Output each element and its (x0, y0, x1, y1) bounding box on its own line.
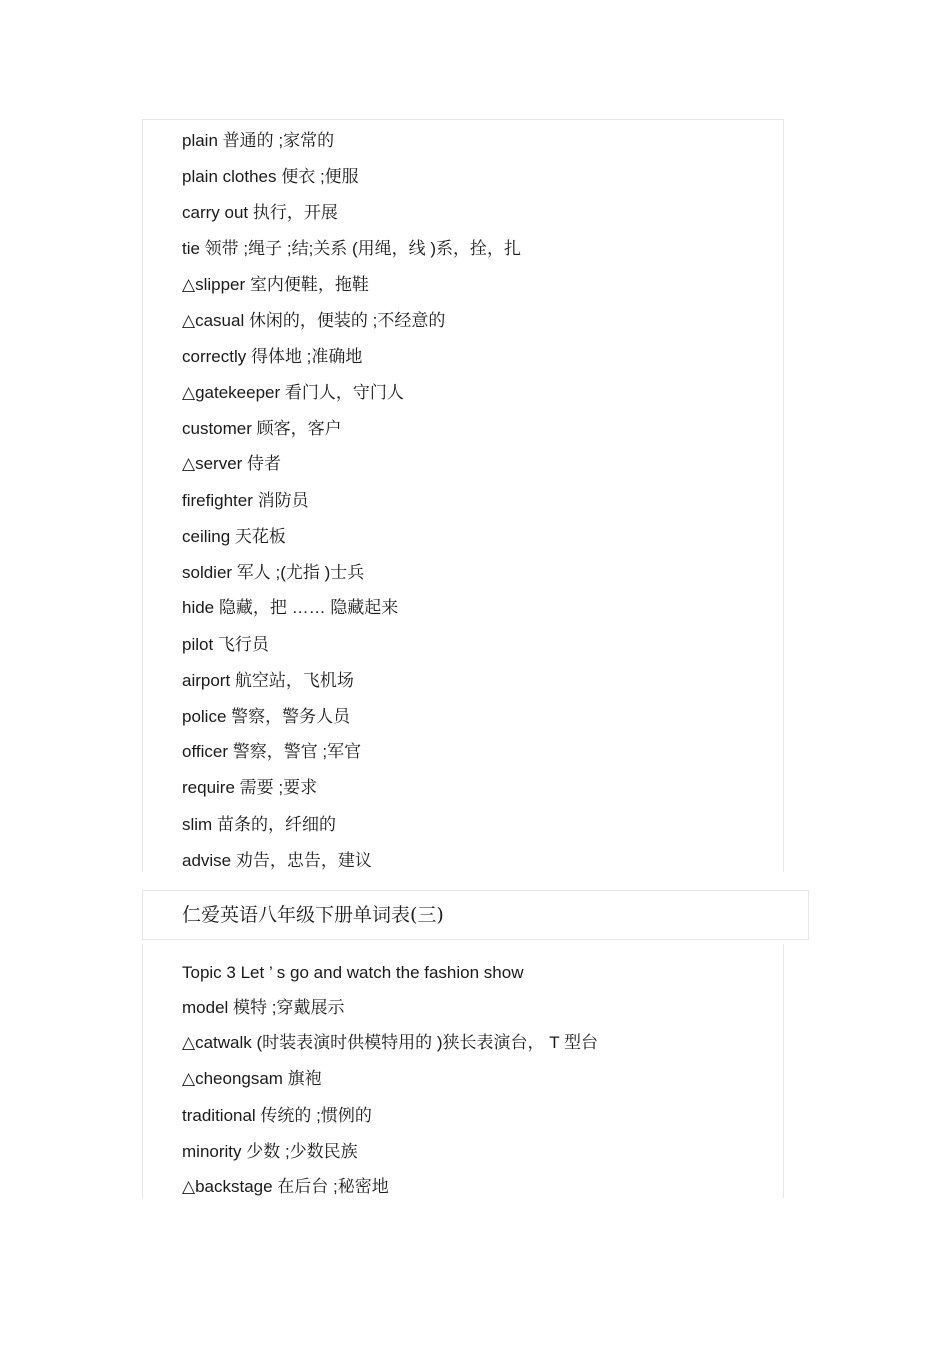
vocab-entry: △server 侍者 (182, 454, 282, 473)
vocab-entry: officer 警察，警官 ;军官 (182, 742, 362, 761)
vocab-entry: plain clothes 便衣 ;便服 (182, 167, 359, 186)
vocab-entry: tie 领带 ;绳子 ;结;关系 (用绳，线 )系，拴，扎 (182, 239, 522, 258)
vocab-entry: carry out 执行，开展 (182, 203, 338, 222)
vocab-entry: plain 普通的 ;家常的 (182, 131, 335, 150)
vocab-entry: model 模特 ;穿戴展示 (182, 998, 345, 1017)
vocab-entry: △catwalk (时装表演时供模特用的 )狭长表演台， T 型台 (182, 1033, 599, 1052)
vocab-entry: ceiling 天花板 (182, 527, 286, 546)
topic-heading: Topic 3 Let ’ s go and watch the fashion show (182, 963, 524, 982)
vocab-entry: police 警察，警务人员 (182, 707, 351, 726)
vocab-entry: △slipper 室内便鞋，拖鞋 (182, 275, 369, 294)
vocab-entry: △backstage 在后台 ;秘密地 (182, 1177, 389, 1196)
vocab-entry: require 需要 ;要求 (182, 778, 318, 797)
vocab-entry: customer 顾客，客户 (182, 419, 342, 438)
vocab-entry: △gatekeeper 看门人，守门人 (182, 383, 404, 402)
vocab-entry: △cheongsam 旗袍 (182, 1069, 322, 1088)
vocab-entry: soldier 军人 ;(尤指 )士兵 (182, 563, 365, 582)
vocab-entry: advise 劝告，忠告，建议 (182, 851, 372, 870)
vocab-entry: pilot 飞行员 (182, 635, 269, 654)
vocab-entry: correctly 得体地 ;准确地 (182, 347, 363, 366)
section-title: 仁爱英语八年级下册单词表(三) (182, 904, 444, 926)
vocab-entry: hide 隐藏，把 …… 隐藏起来 (182, 598, 399, 617)
vocab-entry: airport 航空站，飞机场 (182, 671, 354, 690)
vocab-entry: minority 少数 ;少数民族 (182, 1142, 358, 1161)
vocab-entry: traditional 传统的 ;惯例的 (182, 1106, 372, 1125)
vocab-entry: △casual 休闲的，便装的 ;不经意的 (182, 311, 446, 330)
vocab-entry: firefighter 消防员 (182, 491, 309, 510)
vocab-entry: slim 苗条的，纤细的 (182, 815, 336, 834)
